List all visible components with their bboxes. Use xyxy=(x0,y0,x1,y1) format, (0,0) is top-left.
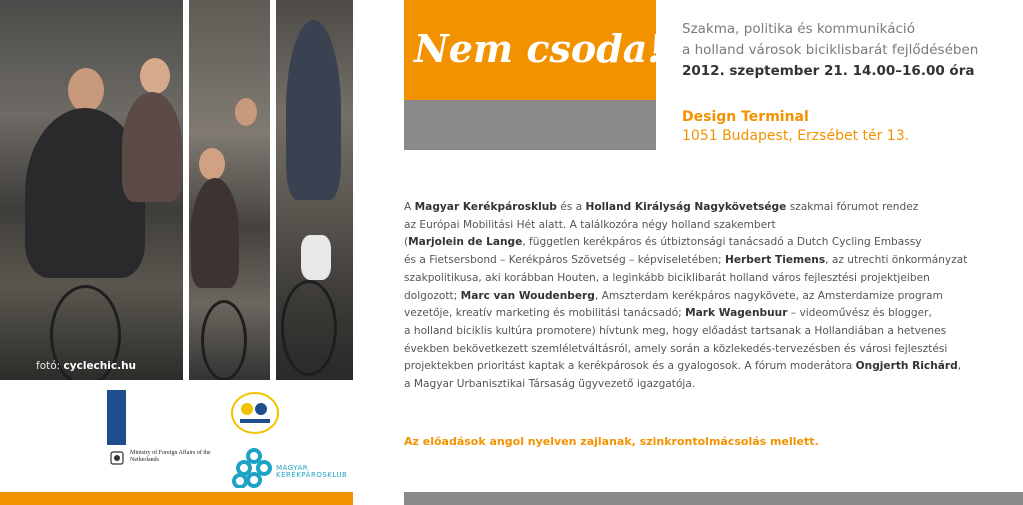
mobility-week-badge-icon xyxy=(231,392,279,434)
mkk-name: MAGYAR KERÉKPÁROSKLUB xyxy=(276,464,348,479)
photo-credit: fotó: cyclechic.hu xyxy=(36,360,137,372)
cyclists-photo xyxy=(0,0,353,380)
venue-name: Design Terminal xyxy=(682,109,809,125)
photo-credit-site: cyclechic.hu xyxy=(63,360,137,372)
photo-strip-left xyxy=(0,0,183,380)
ministry-logo-bar xyxy=(107,390,126,445)
mkk-logo-icon xyxy=(232,448,276,488)
bottom-grey-bar xyxy=(404,492,1023,505)
subtitle-line-2: a holland városok biciklisbarát fejlődésében xyxy=(682,42,979,58)
event-title: Nem csoda! xyxy=(414,26,665,71)
venue-address: 1051 Budapest, Erzsébet tér 13. xyxy=(682,128,910,144)
photo-strip-middle xyxy=(189,0,270,380)
photo-strip-right xyxy=(276,0,353,380)
netherlands-crest-icon xyxy=(108,449,126,467)
bottom-orange-bar xyxy=(0,492,353,505)
event-date: 2012. szeptember 21. 14.00–16.00 óra xyxy=(682,63,975,79)
title-grey-box xyxy=(404,100,656,150)
event-description: A Magyar Kerékpárosklub és a Holland Királyság Nagykövetsége szakmai fórumot rendez az Európai Mobilitási Hét alatt. A találkozóra négy holland szakembert (Marjolein de Lange, független kerékpáros és útbiztonsági tanácsadó a Dutch Cycling Embassy és a Fietsersbond – Kerékpáros Szövetség – képviseletében; Herbert Tiemens, az utrechti önkormányzat szakpolitikusa, aki korábban Houten, a leginkább biciklibarát holland város fejlesztési projektjeiben dolgozott; Marc van Woudenberg, Amszterdam kerékpáros nagykövete, az Amsterdamize program vezetője, kreatív marketing és mobilitási tanácsadó; Mark Wagenbuur – videoművész és blogger, a holland biciklis kultúra promotere) hívtunk meg, hogy előadást tartsanak a Hollandiában a hetvenes években bekövetkezett szemléletváltásról, amely során a közlekedés-tervezésben és városi fejlesztési projektekben prioritást kaptak a kerékpárosok és a gyalogosok. A fórum moderátora Ongjerth Richárd, a Magyar Urbanisztikai Társaság ügyvezető igazgatója. xyxy=(404,201,968,391)
ministry-name: Ministry of Foreign Affairs of the Netherlands xyxy=(130,450,211,463)
language-note: Az előadások angol nyelven zajlanak, szinkrontolmácsolás mellett. xyxy=(404,435,819,448)
subtitle-line-1: Szakma, politika és kommunikáció xyxy=(682,21,915,37)
